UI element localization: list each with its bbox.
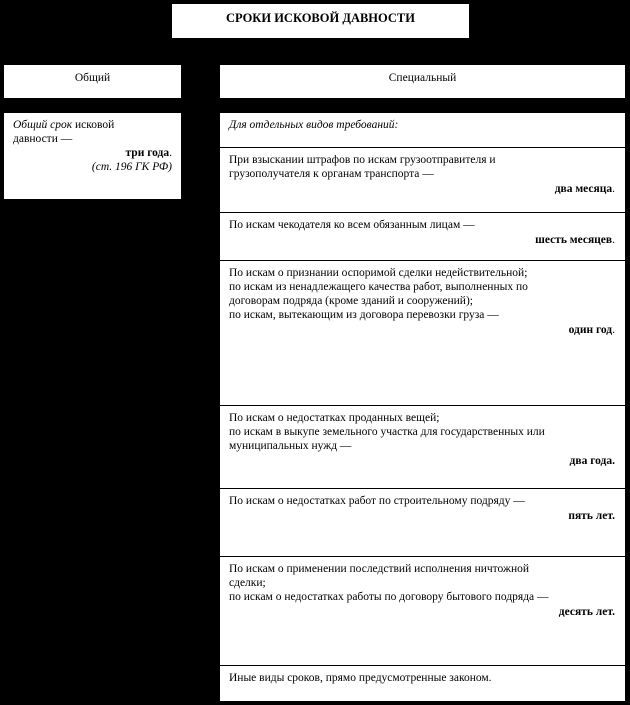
general-description-text-1: исковой [72,119,115,131]
page-title-text: СРОКИ ИСКОВОЙ ДАВНОСТИ [225,11,415,25]
special-item-term [229,233,615,247]
special-item-row [220,261,625,406]
special-item-row [220,213,625,261]
special-item-line: По искам о недостатках работ по строительному подряду — [229,495,525,507]
special-item-line: По искам о недостатках проданных вещей; [229,412,440,424]
special-item-line: По искам чекодателя ко всем обязанным лицам — [229,219,475,231]
special-header-label: Специальный [388,72,457,84]
general-term-suffix: . [169,147,172,159]
special-item-line: по искам, вытекающим из договора перевозки груза — [229,309,499,321]
special-item-line: по искам о недостатках работы по договору бытового подряда — [229,591,549,603]
special-item-term-value: один год [568,324,613,336]
special-item-term [229,509,615,523]
special-item-term-suffix: . [612,324,615,336]
special-item-line: сделки; [229,577,266,589]
special-item-term-suffix: . [612,234,615,246]
special-item-term [229,454,615,468]
general-description [13,118,172,132]
general-reference: (ст. 196 ГК РФ) [91,161,172,173]
special-item-term-value: два года. [569,455,615,467]
special-item-term-value: шесть месяцев [535,234,613,246]
general-term-value: три года [125,147,170,159]
general-term [13,146,172,160]
special-item-line: По искам о применении последствий исполнения ничтожной [229,563,530,575]
special-intro: Для отдельных видов требований: [229,119,399,131]
special-item-term [229,605,615,619]
special-terms-column [219,112,626,702]
special-item-term-value: пять лет. [568,510,615,522]
special-item-term-value: десять лет. [558,606,615,618]
special-item-term-suffix: . [612,183,615,195]
special-item-line: По искам о признании оспоримой сделки недействительной; [229,267,528,279]
special-item-line: по искам из ненадлежащего качества работ, выполненных по [229,281,528,293]
special-item-row [220,148,625,213]
special-item-line: грузополучателя к органам транспорта — [229,168,434,180]
special-item-term [229,323,615,337]
special-item-row [220,406,625,489]
special-item-term [229,182,615,196]
special-other-row [220,666,625,701]
general-header-label: Общий [74,72,111,84]
special-intro-row [220,113,625,148]
general-description-italic: Общий срок [13,119,73,131]
special-item-line: договорам подряда (кроме зданий и сооружений); [229,295,473,307]
special-item-line: по искам в выкупе земельного участка для государственных или [229,426,545,438]
general-description-line-2: давности — [13,133,73,145]
special-item-row [220,489,625,557]
special-item-line: муниципальных нужд — [229,440,352,452]
special-header [219,64,626,99]
special-item-term-value: два месяца [554,183,613,195]
page-title [171,3,470,39]
general-term-box [3,112,182,200]
special-other-text: Иные виды сроков, прямо предусмотренные законом. [229,672,492,684]
general-header [3,64,182,99]
special-item-row [220,557,625,666]
special-item-line: При взыскании штрафов по искам грузоотправителя и [229,154,496,166]
